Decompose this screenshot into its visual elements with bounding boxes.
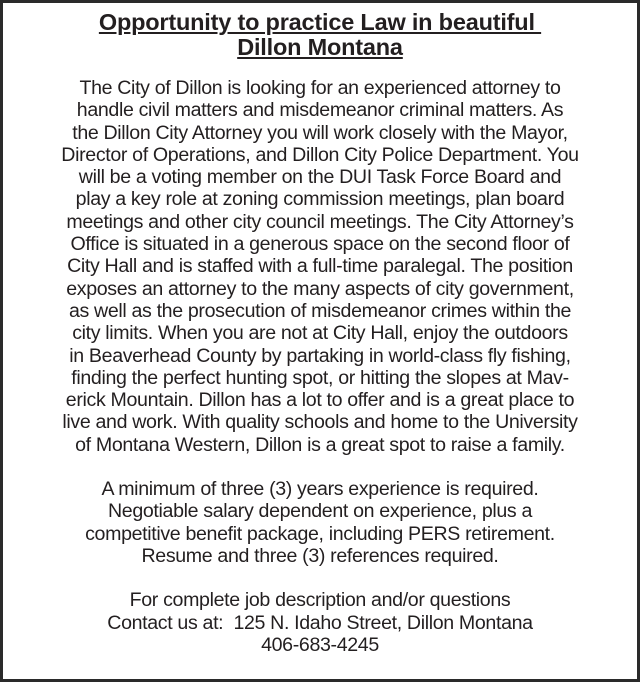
contact-info	[3, 589, 637, 656]
ad-title	[3, 10, 637, 60]
description-line: Director of Operations, and Dillon City Police Department. You	[61, 143, 579, 166]
requirements-line: competitive benefit package, including PERS retirement.	[85, 522, 555, 545]
requirements-line: Negotiable salary dependent on experience, plus a	[107, 500, 533, 523]
description-line: meetings and other city council meetings. The City Attorney’s	[66, 210, 574, 233]
description-line: exposes an attorney to the many aspects of city government,	[66, 277, 574, 300]
description-line: play a key role at zoning commission meetings, plan board	[75, 188, 565, 211]
contact-phone: 406-683-4245	[261, 633, 379, 656]
requirements-line: A minimum of three (3) years experience is required.	[101, 478, 539, 501]
description-line: erick Mountain. Dillon has a lot to offer and is a great place to	[65, 389, 575, 412]
description-line: will be a voting member on the DUI Task Force Board and	[78, 166, 562, 189]
description-line: City Hall and is staffed with a full-time paralegal. The position	[67, 255, 573, 278]
description-line: as well as the prosecution of misdemeanor crimes within the	[68, 299, 572, 322]
description-line: the Dillon City Attorney you will work closely with the Mayor,	[72, 121, 568, 144]
contact-line: For complete job description and/or questions	[129, 589, 511, 612]
description-line: finding the perfect hunting spot, or hitting the slopes at Mav-	[71, 366, 569, 389]
description-line: in Beaverhead County by partaking in world-class fly fishing,	[69, 344, 571, 367]
ad-title-line-1: Opportunity to practice Law in beautiful	[98, 9, 542, 35]
description-line: Office is situated in a generous space on the second floor of	[70, 233, 570, 256]
description-line: The City of Dillon is looking for an experienced attorney to	[79, 77, 561, 99]
contact-address: Contact us at: 125 N. Idaho Street, Dillon Montana	[107, 611, 533, 634]
description-line: handle civil matters and misdemeanor criminal matters. As	[76, 99, 564, 122]
job-description	[3, 77, 637, 456]
requirements-line: Resume and three (3) references required.	[141, 544, 499, 567]
description-line: live and work. With quality schools and home to the University	[62, 411, 578, 434]
ad-title-line-2: Dillon Montana	[237, 34, 403, 60]
description-line: of Montana Western, Dillon is a great spot to raise a family.	[75, 433, 565, 456]
description-line: city limits. When you are not at City Hall, enjoy the outdoors	[72, 322, 568, 345]
job-requirements	[3, 478, 637, 567]
